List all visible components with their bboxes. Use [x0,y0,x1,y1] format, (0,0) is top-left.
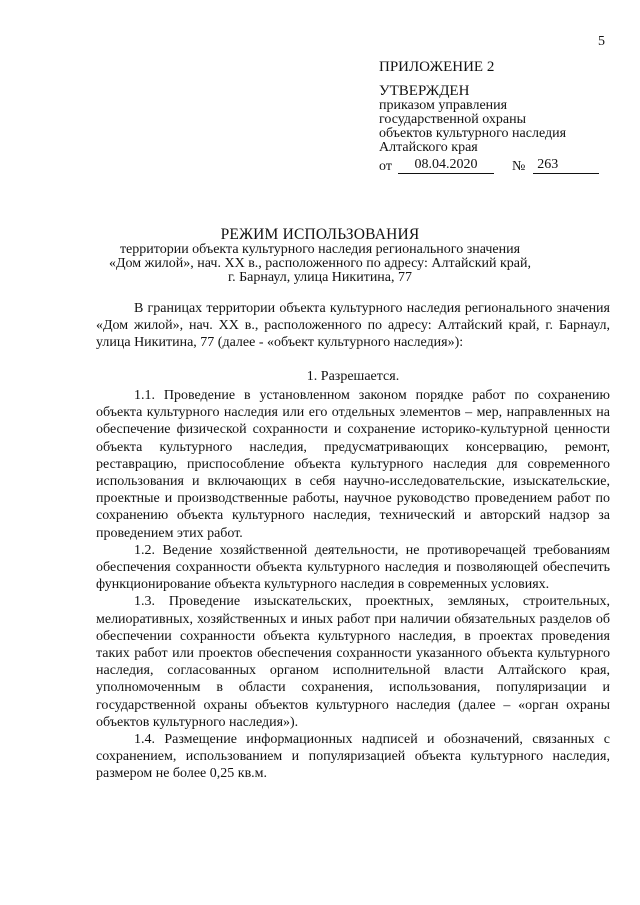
section-heading: 1. Разрешается. [306,369,400,384]
approval-block [379,60,619,174]
document-title-block [96,226,544,285]
intro-section [96,300,610,352]
clause-1-2: 1.2. Ведение хозяйственной деятельности, не противоречащей требованиям обеспечения сохранности объекта культурного наследия и позволяющей обеспечить функционирование объекта культурного наследия в современных условиях. [96,542,610,593]
order-line: приказом управления [379,98,508,113]
order-line: объектов культурного наследия [379,126,567,141]
approved-label: УТВЕРЖДЕН [379,83,470,99]
page-number: 5 [598,34,605,49]
order-line: государственной охраны [379,112,527,127]
order-date-row [379,158,619,174]
order-line: Алтайского края [379,140,478,155]
document-title: РЕЖИМ ИСПОЛЬЗОВАНИЯ [220,226,420,243]
clause-1-1: 1.1. Проведение в установленном законом порядке работ по сохранению объекта культурного наследия или его отдельных элементов – мер, направленных на обеспечение физической сохранности и сохранение историко-культурной ценности объекта культурного наследия, предусматривающих консервацию, ремонт, реставрацию, приспособление объекта культурного наследия для современного использования и включающих в себя научно-исследовательские, изыскательские, проектные и производственные работы, научное руководство проведением работ по сохранению объекта культурного наследия, технический и авторский надзор за проведением этих работ. [96,388,610,541]
document-subtitle-line: территории объекта культурного наследия регионального значения [119,242,521,257]
document-subtitle-line: г. Барнаул, улица Никитина, 77 [227,270,413,285]
section-content [96,387,610,783]
clause-1-4: 1.4. Размещение информационных надписей и обозначений, связанных с сохранением, использованием и популяризацией объекта культурного наследия, размером не более 0,25 кв.м. [96,732,610,782]
clause-1-3: 1.3. Проведение изыскательских, проектных, земляных, строительных, мелиоративных, хозяйственных и иных работ при наличии обязательных разделов об обеспечении сохранности объекта культурного наследия, в проектах проведения таких работ или проектов обеспечения сохранности указанного объекта культурного наследия, согласованных органом исполнительной власти Алтайского края, уполномоченным в области сохранения, использования, популяризации и государственной охраны объектов культурного наследия (далее – «орган охраны объектов культурного наследия»). [96,594,610,730]
order-date: 08.04.2020 [398,158,494,174]
intro-paragraph: В границах территории объекта культурного наследия регионального значения «Дом жилой», нач. XX в., расположенного по адресу: Алтайский край, г. Барнаул, улица Никитина, 77 (далее - «объект культурного наследия»): [96,301,610,351]
appendix-label: ПРИЛОЖЕНИЕ 2 [379,59,495,75]
number-label: № [511,159,526,174]
date-label: от [379,159,392,174]
document-subtitle-line: «Дом жилой», нач. XX в., расположенного по адресу: Алтайский край, [109,256,531,271]
order-number: 263 [533,158,599,174]
